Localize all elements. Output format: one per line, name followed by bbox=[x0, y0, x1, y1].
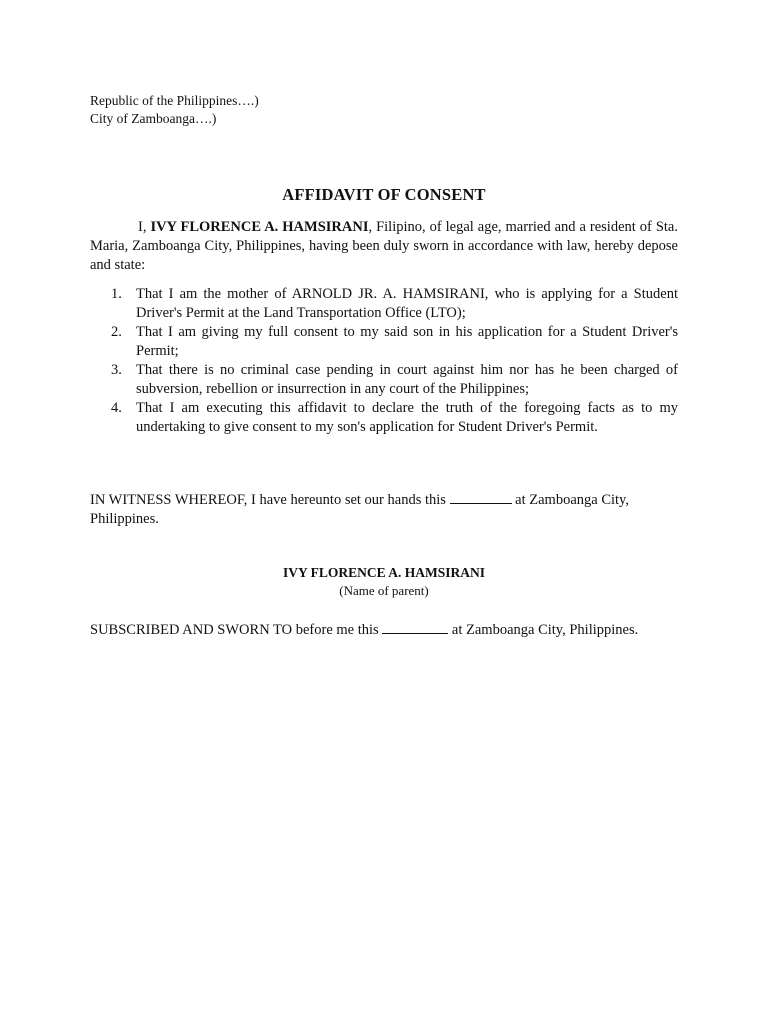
intro-paragraph bbox=[90, 218, 678, 275]
intro-prefix: I, bbox=[138, 219, 151, 235]
item-number: 4. bbox=[111, 400, 122, 416]
affiant-name: IVY FLORENCE A. HAMSIRANI bbox=[150, 219, 369, 235]
jurat-text-before: SUBSCRIBED AND SWORN TO before me this bbox=[90, 622, 383, 638]
statement-list bbox=[90, 285, 678, 437]
signer-name: IVY FLORENCE A. HAMSIRANI bbox=[282, 565, 486, 580]
witness-text-before: IN WITNESS WHEREOF, I have hereunto set our hands this bbox=[90, 492, 450, 508]
jurat-paragraph bbox=[90, 619, 690, 640]
witness-text-after: at Zamboanga City, Philippines. bbox=[90, 492, 629, 527]
list-item bbox=[90, 361, 678, 399]
item-text: That I am the mother of ARNOLD JR. A. HAMSIRANI, who is applying for a Student Driver's Permit at the Land Transportation Office (LTO); bbox=[136, 286, 678, 321]
venue-country: Republic of the Philippines….) bbox=[90, 93, 259, 108]
venue-block bbox=[90, 92, 259, 128]
jurat-date-blank-line bbox=[382, 619, 448, 634]
item-text: That there is no criminal case pending in court against him nor has he been charged of subversion, rebellion or insurrection in any court of the Philippines; bbox=[136, 362, 678, 397]
signer-caption: (Name of parent) bbox=[339, 583, 429, 598]
venue-city: City of Zamboanga….) bbox=[90, 111, 217, 126]
item-number: 1. bbox=[111, 286, 122, 302]
date-blank-line bbox=[450, 489, 512, 504]
document-title: AFFIDAVIT OF CONSENT bbox=[282, 185, 486, 204]
list-item bbox=[90, 285, 678, 323]
witness-paragraph bbox=[90, 489, 678, 529]
item-text: That I am executing this affidavit to declare the truth of the foregoing facts as to my undertaking to give consent to my son's application for Student Driver's Permit. bbox=[136, 400, 678, 435]
list-item bbox=[90, 399, 678, 437]
item-text: That I am giving my full consent to my said son in his application for a Student Driver's Permit; bbox=[136, 324, 678, 359]
jurat-text-after: at Zamboanga City, Philippines. bbox=[448, 622, 639, 638]
item-number: 2. bbox=[111, 324, 122, 340]
item-number: 3. bbox=[111, 362, 122, 378]
list-item bbox=[90, 323, 678, 361]
intro-rest: , Filipino, of legal age, married and a resident of Sta. Maria, Zamboanga City, Philippines, having been duly sworn in accordance with law, hereby depose and state: bbox=[90, 219, 678, 273]
